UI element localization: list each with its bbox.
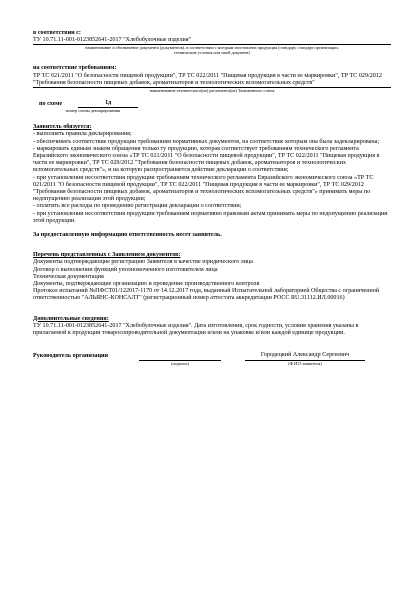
signature-captions [33,361,391,367]
signer-name: Городецкий Александр Сергеевич [245,352,365,360]
scheme-label: по схеме [39,101,63,108]
scheme-row [33,100,391,108]
signature-row [33,352,391,360]
compliance-caption-1: наименование и обозначение документа (документов), в соответствии с которым изготовлена продукция (стандарт, стандарт организации, [85,45,339,51]
obligation-item: - при установлении несоответствия продукции требованиям нормативно правовым актам принимать меры по недопущению реализации этой продукции. [33,210,388,224]
documents-heading: Перечень представленных с Заявлением документов: [33,252,181,259]
additional-heading: Дополнительные сведения: [33,315,109,322]
obligation-item: - оплатить все расходы по проведению регистрации декларации о соответствии; [33,203,242,210]
signer-name-caption: (Ф.И.О заявителя) [288,360,322,366]
document-item: Документы подтверждающие регистрацию Заявителя в качестве юридического лица [33,259,253,266]
document-item: Договор о выполнении функций уполномоченного изготовителем лица [33,266,218,273]
scheme-caption: номер схемы декларирования [66,108,121,114]
additional-value: ТУ 10.71.11-001-0123852641-2017 "Хлебобулочные изделия". Дата изготовления, срок годности, условия хранения указаны в прилагаемой к продукции товаросопроводительной документации и/или на упаковке и/или каждой единице продукции. [33,322,359,337]
signature-caption: (подпись) [171,360,189,366]
obligation-item: - обеспечивать соответствие продукции требованиям нормативных документов, на соответствие которым она была задекларирована; [33,138,380,145]
compliance-value: ТУ 10.71.11-001-0123852641-2017 "Хлебобулочные изделия" [33,37,391,45]
signature-line [139,353,221,361]
responsibility-note: За предоставленную информацию ответственность несет заявитель. [33,232,222,239]
obligations-heading: Заявитель обязуется: [33,124,92,131]
compliance-heading: в соответствии с: [33,30,81,36]
document-item: Техническая документация [33,273,104,280]
signature-label: Руководитель организации [33,353,108,360]
declaration-page [33,30,391,367]
obligation-item: - при установлении несоответствия продукции требованиям технического регламента Евразийского экономического союза «ТР ТС 021/2011 "О безопасности пищевой продукции", ТР ТС 022/2011 "Пищевая продукция в части ее маркировки", ТР ТС 029/2012 "Требования безопасности пищевых добавок, ароматизаторов и технологических вспомогательных средств"» принимать меры по недопущению реализации этой продукции; [33,174,374,203]
obligation-item: - маркировать единым знаком обращения только ту продукцию, которая соответствует требованиям технического регламента Евразийского экономического союза «ТР ТС 021/2011 "О безопасности пищевой продукции", ТР ТС 022/2011 "Пищевая продукция в части ее маркировки", ТР ТС 029/2012 "Требования безопасности пищевых добавок, ароматизаторов и технологических вспомогательных средств"», и на которую распространяется действие декларации о соответствии; [33,145,380,174]
requirements-caption: наименование технического(их) регламента(ов) Таможенного союза [149,88,275,94]
requirements-heading: на соответствие требованиям: [33,65,117,72]
obligation-item: - выполнять правила декларирования; [33,131,132,138]
scheme-value: 1д [78,100,138,108]
document-item: Документы, подтверждающие организацию и проведение производственного контроля [33,281,260,288]
requirements-value: ТР ТС 021/2011 "О безопасности пищевой продукции", ТР ТС 022/2011 "Пищевая продукция в части ее маркировки", ТР ТС 029/2012 "Требования безопасности пищевых добавок, ароматизаторов и технологических вспомогательных средств" [33,73,391,88]
document-item: Протокол испытаний №ПФСТ01/122017-1170 от 14.12.2017 года, выданный Испытательной лабораторией Общества с ограниченной ответственностью "АЛЬЯНС-КОНСАЛТ" (регистрационный номер аттестата аккредитации РОСС RU.31112.ИЛ.00016) [33,288,380,302]
compliance-caption-2: технические условия или иной документ) [173,50,251,56]
